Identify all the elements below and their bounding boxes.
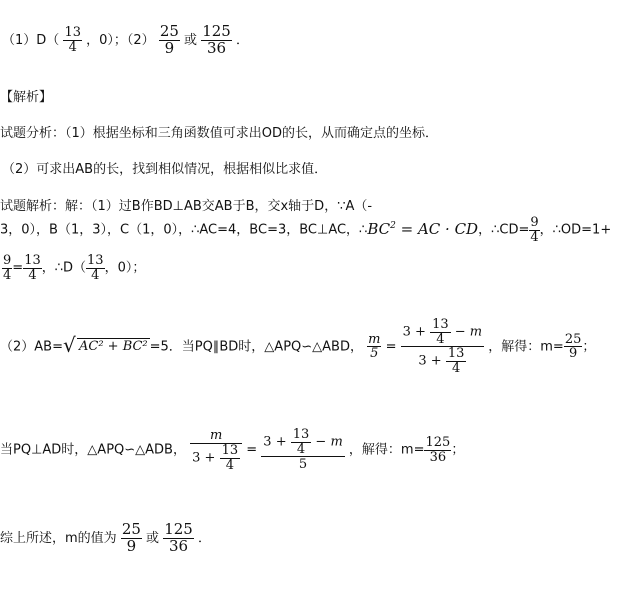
fraction-13-4-c: $\frac{13}{4}$: [87, 253, 104, 283]
solution-line-2-text: 3，0），B（1，3），C（1，0），∴AC=4，BC=3，BC⊥AC，∴: [0, 222, 368, 238]
fraction-25-9-b: $\frac{25}{9}$: [564, 331, 582, 362]
sqrt-expression: √ AC² + BC²: [62, 333, 148, 358]
cd-label: ，∴CD=: [478, 222, 530, 238]
part2-line-2: [0, 428, 464, 472]
or-word-2: 或: [146, 530, 160, 546]
equals-2: =: [385, 339, 397, 355]
fraction-9-4: $\frac{9}{4}$: [530, 215, 539, 245]
answer-end: ．: [235, 32, 249, 48]
equals: =: [12, 260, 24, 276]
solve-label-1: ，解得：m=: [488, 339, 564, 355]
od-label: ，∴OD=1+: [539, 222, 612, 238]
fraction-25-9: $\frac{25}{9}$: [159, 22, 179, 57]
fraction-9-4-b: $\frac{9}{4}$: [3, 253, 12, 283]
fraction-13-4-b: $\frac{13}{4}$: [24, 253, 41, 283]
analysis-line-2: （2）可求出AB的长，找到相似情况，根据相似比求值．: [2, 162, 328, 177]
solution-line-3: [2, 254, 145, 282]
solve-end-1: ；: [582, 339, 596, 355]
or-word: 或: [184, 32, 198, 48]
answer-part1-suffix: ，0）；（2）: [86, 32, 155, 48]
complex-fraction-1: 3 + $\frac{13}{4}$ − m 3 + $\frac{13}{4}$: [402, 317, 483, 376]
d-label: ，∴D（: [41, 260, 87, 276]
d-end: ，0）；: [104, 260, 146, 276]
part2-line-1: [0, 318, 595, 376]
solve-label-2: ，解得：m=: [348, 442, 425, 458]
solution-line-1: 试题解析：解：（1）过B作BD⊥AB交AB于B，交x轴于D，∵A（-: [0, 199, 373, 214]
fraction-125-36-c: $\frac{125}{36}$: [164, 520, 193, 555]
fraction-125-36: $\frac{125}{36}$: [202, 22, 231, 57]
complex-fraction-2: m 3 + $\frac{13}{4}$: [190, 428, 242, 472]
conclusion-line: [0, 522, 211, 555]
bc-squared: $BC^2$ = AC · CD: [367, 219, 479, 238]
fraction-m-5: $\frac{m}{5}$: [368, 331, 381, 362]
conclusion-prefix: 综上所述，m的值为: [0, 530, 117, 546]
solution-line-2: [0, 216, 611, 244]
ab-prefix: （2）AB=: [0, 339, 63, 355]
conclusion-end: ．: [197, 530, 211, 546]
ab-suffix: =5．当PQ∥BD时，△APQ∽△ABD，: [149, 339, 363, 355]
fraction-25-9-c: $\frac{25}{9}$: [121, 520, 141, 555]
section-heading: 【解析】: [0, 90, 53, 105]
analysis-line-1: 试题分析：（1）根据坐标和三角函数值可求出OD的长，从而确定点的坐标．: [0, 126, 439, 141]
equals-3: =: [246, 442, 258, 458]
answer-part1-prefix: （1）D（: [2, 32, 60, 48]
perp-prefix: 当PQ⊥AD时，△APQ∽△ADB，: [0, 442, 186, 458]
complex-fraction-3: 3 + $\frac{13}{4}$ − m 5: [263, 427, 343, 473]
solve-end-2: ；: [451, 442, 465, 458]
fraction-13-4: $\frac{13}{4}$: [64, 25, 81, 55]
answer-line: [2, 24, 249, 57]
fraction-125-36-b: $\frac{125}{36}$: [425, 435, 451, 465]
